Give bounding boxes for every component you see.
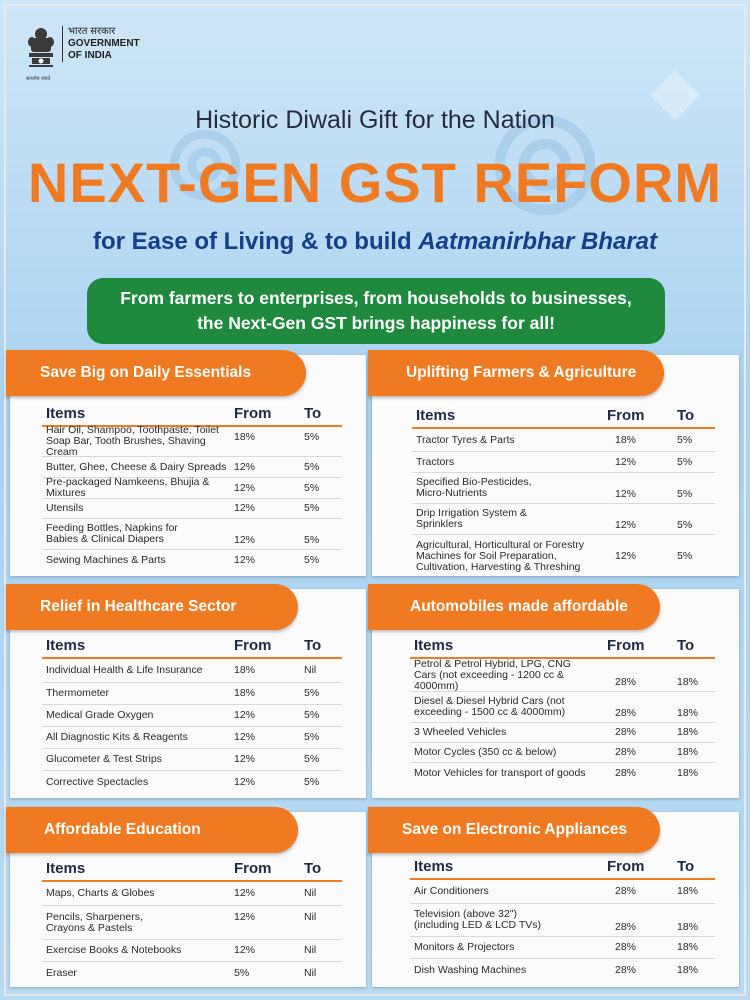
table-header <box>42 399 342 427</box>
row-from: 28% <box>615 921 637 933</box>
green-banner <box>87 278 665 344</box>
col-to: To <box>677 637 695 654</box>
table-row <box>42 478 342 499</box>
row-to: 5% <box>677 488 693 500</box>
row-to: 18% <box>677 941 699 953</box>
row-item: Specified Bio-Pesticides, Micro-Nutrients <box>416 476 532 499</box>
table-header <box>42 854 342 882</box>
subtitle-prefix: for Ease of Living & to build <box>92 228 419 255</box>
emblem-motto: सत्यमेव जयते <box>26 76 51 82</box>
row-to: Nil <box>304 944 317 956</box>
table-header <box>412 401 715 429</box>
row-from: 12% <box>615 549 637 562</box>
row-to: 5% <box>304 460 320 473</box>
row-to: 5% <box>304 534 320 546</box>
rates-table <box>42 631 342 793</box>
row-from: 12% <box>615 455 637 468</box>
table-row <box>412 473 715 504</box>
banner-line2: the Next-Gen GST brings happiness for all! <box>197 313 555 333</box>
table-row <box>412 452 715 473</box>
table-row <box>42 659 342 683</box>
table-header <box>42 631 342 659</box>
government-of-india-logo <box>24 26 140 82</box>
col-items: Items <box>416 407 456 424</box>
row-from: 12% <box>234 775 256 788</box>
row-item: Television (above 32") (including LED & LCD TVs) <box>414 908 542 931</box>
gov-line1: GOVERNMENT <box>68 38 140 49</box>
row-from: 12% <box>234 753 256 765</box>
table-row <box>410 904 715 937</box>
gov-hindi: भारत सरकार <box>68 26 116 37</box>
col-to: To <box>304 405 322 422</box>
row-to: 18% <box>677 726 699 738</box>
row-from: 12% <box>234 709 256 721</box>
table-row <box>410 880 715 904</box>
panel-title: Save Big on Daily Essentials <box>6 350 306 396</box>
row-item: Medical Grade Oxygen <box>46 709 154 721</box>
table-row <box>42 940 342 962</box>
row-to: Nil <box>304 664 317 676</box>
panel-title: Uplifting Farmers & Agriculture <box>368 350 664 396</box>
row-from: 12% <box>615 488 637 500</box>
row-item: Diesel & Diesel Hybrid Cars (not exceeding - 1500 cc & 4000mm) <box>414 695 566 718</box>
row-item: Glucometer & Test Strips <box>46 753 162 765</box>
row-item: Motor Cycles (350 cc & below) <box>414 746 557 758</box>
panel-farmers-agriculture <box>372 355 739 576</box>
row-to: 18% <box>677 963 699 976</box>
col-items: Items <box>46 637 86 654</box>
row-from: 18% <box>234 431 256 443</box>
row-item: Exercise Books & Notebooks <box>46 944 182 956</box>
table-row <box>42 499 342 519</box>
row-to: 5% <box>677 433 693 446</box>
table-row <box>42 550 342 570</box>
row-from: 28% <box>615 885 637 897</box>
table-row <box>42 519 342 550</box>
table-row <box>410 959 715 981</box>
row-item: Monitors & Projectors <box>414 941 515 953</box>
row-item: Thermometer <box>46 687 110 699</box>
table-header <box>410 852 715 880</box>
row-item: Drip Irrigation System & Sprinklers <box>416 507 527 530</box>
row-to: 5% <box>677 519 693 531</box>
panel-daily-essentials <box>10 355 366 576</box>
table-row <box>410 692 715 723</box>
row-to: 5% <box>677 549 693 562</box>
government-label <box>62 26 140 62</box>
row-item: All Diagnostic Kits & Reagents <box>46 731 188 743</box>
row-item: Hair Oil, Shampoo, Toothpaste, Toilet Soap Bar, Tooth Brushes, Shaving Cream <box>46 424 219 458</box>
row-item: Pre-packaged Namkeens, Bhujia & Mixtures <box>46 476 210 499</box>
table-row <box>42 906 342 940</box>
row-from: 28% <box>615 963 637 976</box>
panel-healthcare <box>10 589 366 798</box>
table-row <box>42 882 342 906</box>
rates-table <box>410 852 715 981</box>
row-from: 28% <box>615 746 637 758</box>
table-header <box>410 631 715 659</box>
row-to: 18% <box>677 676 699 688</box>
row-from: 28% <box>615 676 637 688</box>
table-row <box>42 727 342 749</box>
row-item: Tractor Tyres & Parts <box>416 433 515 446</box>
row-item: Tractors <box>416 455 455 468</box>
panel-title: Save on Electronic Appliances <box>368 807 660 853</box>
table-row <box>42 705 342 727</box>
panel-automobiles <box>372 589 739 798</box>
table-row <box>412 504 715 535</box>
rates-table <box>410 631 715 783</box>
panel-electronics <box>372 812 739 987</box>
row-from: 18% <box>234 664 256 676</box>
rates-table <box>42 854 342 984</box>
row-item: Maps, Charts & Globes <box>46 887 155 899</box>
panel-title: Affordable Education <box>6 807 298 853</box>
row-item: Feeding Bottles, Napkins for Babies & Clinical Diapers <box>46 522 178 545</box>
row-item: Dish Washing Machines <box>414 963 527 976</box>
row-from: 28% <box>615 766 637 779</box>
row-to: 5% <box>304 502 320 514</box>
row-from: 18% <box>234 687 256 699</box>
col-from: From <box>234 860 272 877</box>
row-to: 18% <box>677 746 699 758</box>
table-row <box>410 743 715 763</box>
row-from: 28% <box>615 707 637 719</box>
row-from: 12% <box>234 887 256 899</box>
row-item: Eraser <box>46 966 77 979</box>
row-from: 18% <box>615 433 637 446</box>
table-row <box>410 723 715 743</box>
row-from: 12% <box>234 502 256 514</box>
table-row <box>412 535 715 577</box>
row-to: 5% <box>304 753 320 765</box>
row-from: 12% <box>234 731 256 743</box>
row-to: 5% <box>304 709 320 721</box>
row-to: 5% <box>304 553 320 566</box>
panel-title: Relief in Healthcare Sector <box>6 584 298 630</box>
row-item: Agricultural, Horticultural or Forestry Machines for Soil Preparation, Cultivation, Harvesting & Threshing <box>416 538 585 573</box>
col-from: From <box>607 637 645 654</box>
table-row <box>412 429 715 452</box>
row-from: 12% <box>234 534 256 546</box>
table-row <box>42 962 342 984</box>
col-items: Items <box>46 405 86 422</box>
panel-education <box>10 812 366 987</box>
row-item: Utensils <box>46 502 84 514</box>
table-row <box>42 749 342 771</box>
table-row <box>410 659 715 692</box>
row-to: 5% <box>304 687 320 699</box>
banner-line1: From farmers to enterprises, from households to businesses, <box>120 288 632 308</box>
col-to: To <box>304 860 322 877</box>
col-to: To <box>677 407 695 424</box>
row-item: Butter, Ghee, Cheese & Dairy Spreads <box>46 460 227 473</box>
row-to: 18% <box>677 921 699 933</box>
row-to: Nil <box>304 887 317 899</box>
row-to: 18% <box>677 707 699 719</box>
table-row <box>410 763 715 783</box>
table-row <box>42 457 342 478</box>
row-to: 18% <box>677 766 699 779</box>
row-from: 12% <box>615 519 637 531</box>
col-items: Items <box>46 860 86 877</box>
row-from: 12% <box>234 911 256 923</box>
row-from: 28% <box>615 726 637 738</box>
row-from: 28% <box>615 941 637 953</box>
rates-table <box>412 401 715 577</box>
row-item: Air Conditioners <box>414 885 489 897</box>
row-item: Sewing Machines & Parts <box>46 553 166 566</box>
subtitle-italic: Aatmanirbhar Bharat <box>418 228 658 255</box>
row-item: Motor Vehicles for transport of goods <box>414 766 586 779</box>
rates-table <box>42 399 342 570</box>
table-row <box>410 937 715 959</box>
col-items: Items <box>414 858 454 875</box>
headline-main: NEXT-GEN GST REFORM <box>27 151 723 214</box>
row-to: Nil <box>304 911 317 923</box>
col-from: From <box>607 407 645 424</box>
row-item: Corrective Spectacles <box>46 775 149 788</box>
row-item: Pencils, Sharpeners, Crayons & Pastels <box>46 910 143 934</box>
row-from: 12% <box>234 944 256 956</box>
col-from: From <box>234 405 272 422</box>
gov-line2: OF INDIA <box>68 50 112 61</box>
row-from: 12% <box>234 481 256 494</box>
row-item: 3 Wheeled Vehicles <box>414 726 507 738</box>
table-row <box>42 683 342 705</box>
row-from: 5% <box>234 966 250 979</box>
row-to: 5% <box>304 481 320 494</box>
row-to: 5% <box>677 455 693 468</box>
table-row <box>42 424 342 458</box>
row-to: 5% <box>304 731 320 743</box>
row-to: 5% <box>304 775 320 788</box>
col-from: From <box>607 858 645 875</box>
row-item: Individual Health & Life Insurance <box>46 664 203 676</box>
panel-title: Automobiles made affordable <box>368 584 660 630</box>
headline-subtitle <box>0 228 750 256</box>
col-items: Items <box>414 637 454 654</box>
row-from: 12% <box>234 553 256 566</box>
national-emblem-icon <box>24 26 58 74</box>
row-to: Nil <box>304 966 317 979</box>
row-item: Petrol & Petrol Hybrid, LPG, CNG Cars (not exceeding - 1200 cc & 4000mm) <box>414 657 571 692</box>
row-from: 12% <box>234 460 256 473</box>
table-row <box>42 771 342 793</box>
col-to: To <box>677 858 695 875</box>
col-from: From <box>234 637 272 654</box>
col-to: To <box>304 637 322 654</box>
headline-small: Historic Diwali Gift for the Nation <box>195 106 555 134</box>
row-to: 5% <box>304 431 320 443</box>
row-to: 18% <box>677 885 699 897</box>
